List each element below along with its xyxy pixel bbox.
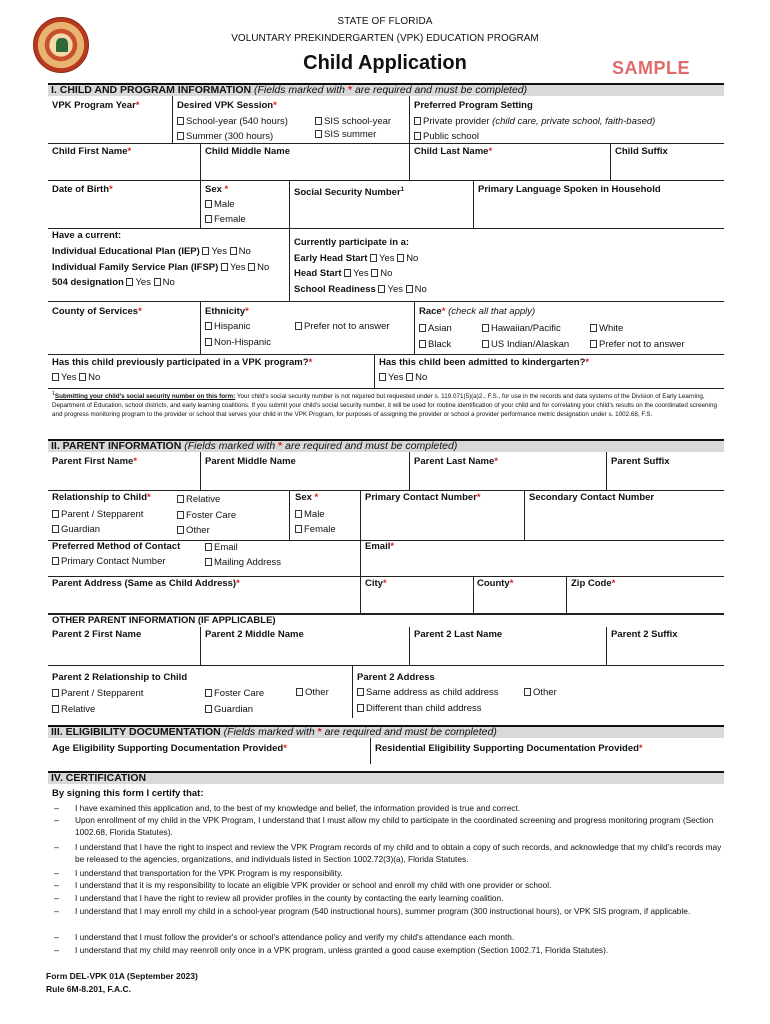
certification-item: I understand that I must follow the provider's or school's attendance policy and verify my child's attendance each month. [75,932,515,942]
age-doc-label: Age Eligibility Supporting Documentation Provided* [52,743,287,754]
certify-intro: By signing this form I certify that: [52,788,204,799]
certification-item: Upon enrollment of my child in the VPK Program, I understand that I must allow my child to participate in the coordinated screening and progress monitoring program (Section 1002.68, Florida Statutes). [75,815,714,837]
divider [606,452,607,490]
other-checkbox[interactable]: Other [177,525,210,537]
child-middle-name-label: Child Middle Name [205,146,290,157]
program-heading: VOLUNTARY PREKINDERGARTEN (VPK) EDUCATION PROGRAM [231,33,539,44]
asian-checkbox[interactable]: Asian [419,323,452,335]
pref-email-checkbox[interactable]: Email [205,542,238,554]
certification-item: I understand that I may enroll my child in a school-year program (540 instructional hours), summer program (300 instructional hours), or VPK SIS program, if applicable. [75,906,691,916]
parent-first-name-label: Parent First Name* [52,456,138,467]
hs-row: Head Start Yes No [294,268,393,279]
relative-checkbox[interactable]: Relative [177,494,220,506]
divider [409,627,410,665]
residential-doc-label: Residential Eligibility Supporting Documentation Provided* [375,743,643,754]
non-hispanic-checkbox[interactable]: Non-Hispanic [205,337,271,349]
ethnicity-prefer-not-checkbox[interactable]: Prefer not to answer [295,321,390,333]
divider [172,96,173,143]
divider [200,627,201,665]
parent-sex-label: Sex * [295,492,319,503]
section-3-note-start: (Fields marked with [223,726,315,738]
primary-contact-label: Primary Contact Number* [365,492,481,503]
child-last-name-label: Child Last Name* [414,146,493,157]
bullet-dash: – [54,906,60,916]
rule-number: Rule 6M-8.201, F.A.C. [46,984,132,994]
parent-last-name-label: Parent Last Name* [414,456,498,467]
certification-item: I have examined this application and, to the best of my knowledge and belief, the information provided is true and correct. [75,803,521,813]
sis-summer-checkbox[interactable]: SIS summer [315,129,376,141]
bullet-dash: – [54,880,60,890]
race-label: Race* (check all that apply) [419,306,536,317]
public-school-checkbox[interactable]: Public school [414,131,479,143]
section-3-note-end: are required and must be completed) [324,726,497,738]
form-number: Form DEL-VPK 01A (September 2023) [46,971,198,981]
desired-session-label: Desired VPK Session* [177,100,277,111]
currently-participate-label: Currently participate in a: [294,237,410,248]
divider [48,180,724,181]
form-title: Child Application [303,52,467,74]
foster-care-checkbox[interactable]: Foster Care [177,510,236,522]
divider [610,143,611,180]
divider [370,738,371,764]
section-1-note-end: are required and must be completed) [354,84,528,96]
divider [352,665,353,718]
divider [48,354,724,355]
divider [414,301,415,354]
bullet-dash: – [54,842,60,852]
section-1-title: I. CHILD AND PROGRAM INFORMATION [51,84,252,96]
divider [409,143,410,180]
bullet-dash: – [54,815,60,825]
divider [48,665,724,666]
divider [289,228,290,301]
relationship-label: Relationship to Child* [52,492,151,503]
required-mark: * [278,440,283,452]
us-indian-checkbox[interactable]: US Indian/Alaskan [482,339,569,351]
section-2-note-start: (Fields marked with [184,440,276,452]
primary-language-label: Primary Language Spoken in Household [478,184,661,195]
bullet-dash: – [54,932,60,942]
have-current-label: Have a current: [52,230,122,241]
divider [200,143,201,180]
parent-address-label: Parent Address (Same as Child Address)* [52,578,240,589]
p2-address-label: Parent 2 Address [357,672,435,683]
divider [48,576,724,577]
p2-foster-care-checkbox[interactable]: Foster Care [205,688,264,700]
race-prefer-not-checkbox[interactable]: Prefer not to answer [590,339,685,351]
divider [48,490,724,491]
pref-primary-contact-checkbox[interactable]: Primary Contact Number [52,556,166,568]
p2-relative-checkbox[interactable]: Relative [52,704,95,716]
ssn-label: Social Security Number$^1$ [294,187,404,199]
ifsp-row: Individual Family Service Plan (IFSP) Yes No [52,262,270,273]
certification-item: I understand that transportation for the VPK Program is my responsibility. [75,868,343,878]
child-suffix-label: Child Suffix [615,146,668,157]
sex-label: Sex * [205,184,229,195]
school-year-checkbox[interactable]: School-year (540 hours) [177,116,288,128]
divider [409,96,410,143]
section-2-title: II. PARENT INFORMATION [51,440,182,452]
private-provider-checkbox[interactable]: Private provider (child care, private school, faith-based) [414,116,655,128]
divider [374,354,375,388]
section-4-title: IV. CERTIFICATION [51,772,147,784]
female-checkbox[interactable]: Female [205,214,246,226]
email-label: Email* [365,541,395,552]
p2-other-checkbox[interactable]: Other [296,687,329,699]
divider [566,576,567,613]
p2-last-name-label: Parent 2 Last Name [414,629,503,640]
divider [360,576,361,613]
pref-mail-checkbox[interactable]: Mailing Address [205,557,281,569]
child-first-name-label: Child First Name* [52,146,132,157]
dob-label: Date of Birth* [52,184,113,195]
certification-item: I understand that I have the right to review all provider profiles in the county by contacting the early learning coalition. [75,893,504,903]
p2-parent-stepparent-checkbox[interactable]: Parent / Stepparent [52,688,143,700]
divider [473,180,474,228]
state-heading: STATE OF FLORIDA [337,16,433,27]
sample-watermark: SAMPLE [612,58,691,78]
bullet-dash: – [54,803,60,813]
parent-female-checkbox[interactable]: Female [295,524,336,536]
hispanic-checkbox[interactable]: Hispanic [205,321,250,333]
bullet-dash: – [54,893,60,903]
parent-suffix-label: Parent Suffix [611,456,670,467]
section-3-header [48,725,724,738]
divider [289,490,290,540]
divider [360,490,361,540]
divider [289,180,290,228]
sis-school-year-checkbox[interactable]: SIS school-year [315,116,391,128]
guardian-checkbox[interactable]: Guardian [52,524,100,536]
p2-different-address-checkbox[interactable]: Different than child address [357,703,481,715]
male-checkbox[interactable]: Male [205,199,235,211]
divider [473,576,474,613]
p2-guardian-checkbox[interactable]: Guardian [205,704,253,716]
divider [48,388,724,389]
preferred-setting-label: Preferred Program Setting [414,100,533,111]
divider [200,301,201,354]
vpk-program-year-label: VPK Program Year* [52,100,140,111]
section-1-note-start: (Fields marked with [254,84,346,96]
p2-relationship-label: Parent 2 Relationship to Child [52,672,188,683]
p2-first-name-label: Parent 2 First Name [52,629,142,640]
divider [360,540,361,576]
city-label: City* [365,578,387,589]
section-2-header [48,439,724,452]
sr-row: School Readiness Yes No [294,284,427,295]
certification-item: I understand that my child may reenroll only once in a VPK program, unless granted a good cause exemption (Section 1002.71, Florida Statutes). [75,945,609,955]
county-services-label: County of Services* [52,306,142,317]
summer-checkbox[interactable]: Summer (300 hours) [177,131,273,143]
section-4-header [48,771,724,784]
ssn-footnote: $^1$Submitting your child's social security number on this form: Your child's social security number is not required but requested under s. 119.071(5)(a)2., F.S., for use in the records and data systems of the Division of Early Learning, Department of Education, school districts, and early learning coalitions. If you submit your child's social security number, it will be used for routine identification of your child and for correlating your child's results on the coordinated screening and progress monitoring program to the provider or school that serves your child in the VPK Program, for purposes of assigning the provider or school a provider performance metric designation under s. 1002.68, F.S. [52,391,717,419]
p2-same-address-checkbox[interactable]: Same address as child address [357,687,499,699]
divider [524,490,525,540]
black-checkbox[interactable]: Black [419,339,451,351]
section-3-title: III. ELIGIBILITY DOCUMENTATION [51,726,221,738]
section-2-note-end: are required and must be completed) [285,440,458,452]
p2-other-address-checkbox[interactable]: Other [524,687,557,699]
prev-vpk-options[interactable]: Yes No [52,372,100,384]
admitted-k-label: Has this child been admitted to kindergarten?* [379,357,590,368]
hawaiian-checkbox[interactable]: Hawaiian/Pacific [482,323,561,335]
iep-row: Individual Educational Plan (IEP) Yes No [52,246,251,257]
white-checkbox[interactable]: White [590,323,623,335]
ehs-row: Early Head Start Yes No [294,253,419,264]
ethnicity-label: Ethnicity* [205,306,249,317]
county-label: County* [477,578,514,589]
divider [200,180,201,228]
parent-middle-name-label: Parent Middle Name [205,456,296,467]
required-mark: * [317,726,322,738]
secondary-contact-label: Secondary Contact Number [529,492,655,503]
divider [606,627,607,665]
section-1-header [48,83,724,96]
bullet-dash: – [54,868,60,878]
preferred-method-label: Preferred Method of Contact [52,541,181,552]
divider [409,452,410,490]
divider [200,452,201,490]
required-mark: * [347,84,353,96]
bullet-dash: – [54,945,60,955]
parent-stepparent-checkbox[interactable]: Parent / Stepparent [52,509,143,521]
certification-item: I understand that I have the right to inspect and review the VPK Program records of my child and to obtain a copy of such records, and acknowledge that my child's records may be released to the agencies, organizations, and individuals listed in Section 1002.72(3)(a), Florida Statutes. [75,842,722,864]
divider [48,228,724,229]
divider [48,143,724,144]
d504-row: 504 designation Yes No [52,277,175,288]
certification-item: I understand that it is my responsibility to locate an eligible VPK provider or school and enroll my child with one provider or school. [75,880,552,890]
prev-vpk-label: Has this child previously participated in a VPK program?* [52,357,313,368]
divider [48,301,724,302]
other-parent-heading: OTHER PARENT INFORMATION (IF APPLICABLE) [52,615,276,626]
p2-suffix-label: Parent 2 Suffix [611,629,678,640]
p2-middle-name-label: Parent 2 Middle Name [205,629,304,640]
admitted-k-options[interactable]: Yes No [379,372,427,384]
parent-male-checkbox[interactable]: Male [295,509,325,521]
zip-label: Zip Code* [571,578,616,589]
